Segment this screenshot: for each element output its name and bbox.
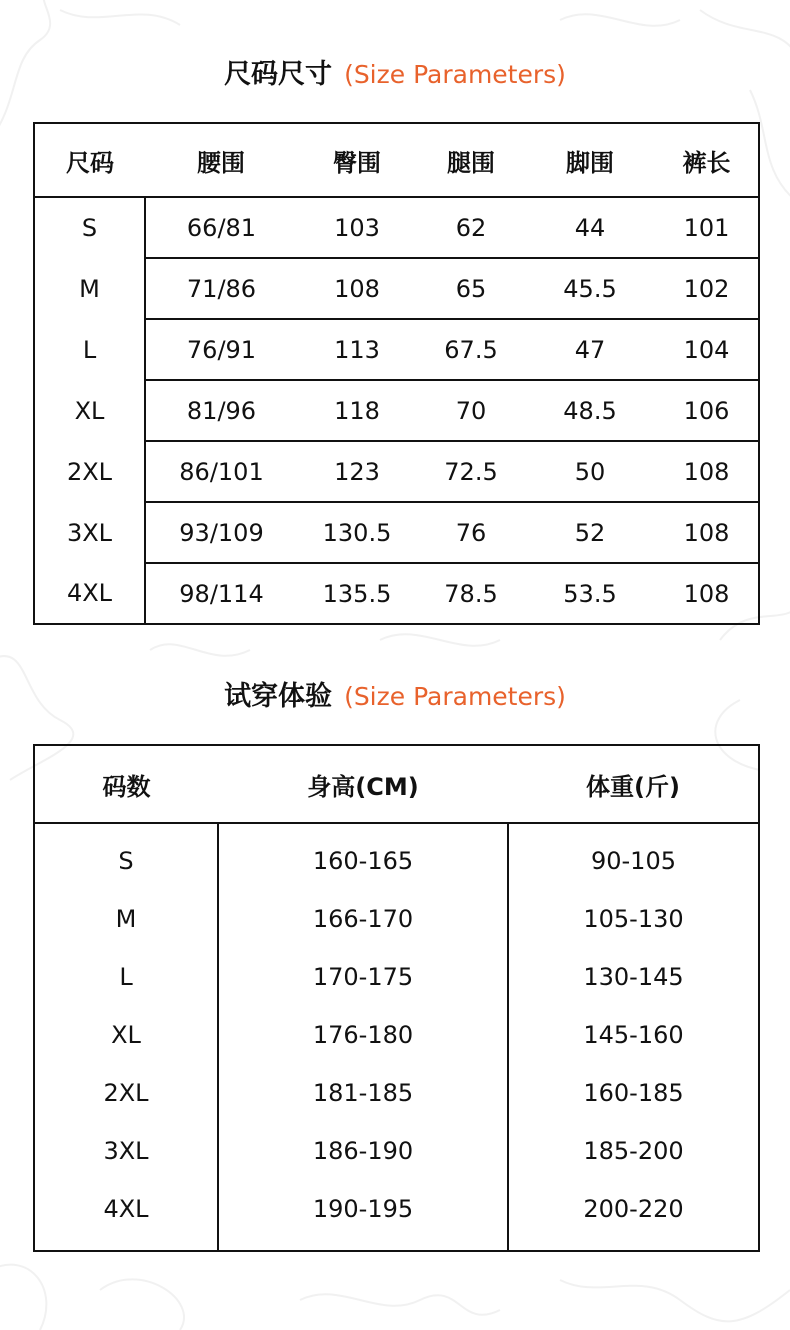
table-row: [34, 948, 759, 1006]
cell-thigh: 65: [417, 258, 525, 319]
table-row: [34, 197, 759, 258]
cell-waist: 71/86: [145, 258, 297, 319]
cell-hem: 52: [525, 502, 655, 563]
cell-hip: 123: [297, 441, 417, 502]
table-row: [34, 563, 759, 624]
cell-hem: 47: [525, 319, 655, 380]
cell-hem: 53.5: [525, 563, 655, 624]
cell-weight: 145-160: [583, 1021, 684, 1049]
cell-size: 3XL: [34, 502, 145, 563]
cell-height: 181-185: [218, 1064, 508, 1122]
size-section-title: [0, 52, 790, 91]
fit-title-en: (Size Parameters): [344, 682, 566, 711]
header-size-code: 码数: [34, 745, 218, 823]
cell-height: 186-190: [218, 1122, 508, 1180]
cell-hem: 45.5: [525, 258, 655, 319]
cell-thigh: 72.5: [417, 441, 525, 502]
cell-thigh: 78.5: [417, 563, 525, 624]
header-height: 身高(CM): [218, 745, 508, 823]
cell-hem: 50: [525, 441, 655, 502]
table-row: [34, 502, 759, 563]
header-hip: 臀围: [297, 123, 417, 197]
cell-weight: 200-220: [583, 1195, 684, 1223]
cell-size-code: 4XL: [34, 1180, 218, 1251]
table-row: [34, 441, 759, 502]
cell-length: 106: [655, 380, 759, 441]
cell-size-code: XL: [34, 1006, 218, 1064]
cell-size: 4XL: [34, 563, 145, 624]
cell-size-code: S: [34, 823, 218, 890]
cell-thigh: 62: [455, 213, 487, 242]
fit-section-title: [0, 674, 790, 713]
cell-hip: 108: [297, 258, 417, 319]
cell-size: XL: [34, 380, 145, 441]
table-header-row: [34, 745, 759, 823]
cell-waist: 66/81: [186, 213, 257, 242]
table-row: [34, 890, 759, 948]
table-row: [34, 1064, 759, 1122]
cell-thigh: 70: [417, 380, 525, 441]
cell-height: 170-175: [218, 948, 508, 1006]
cell-weight: 90-105: [590, 847, 676, 875]
fit-experience-table: [33, 744, 760, 1252]
cell-weight: 185-200: [583, 1137, 684, 1165]
cell-size-code: 2XL: [34, 1064, 218, 1122]
cell-thigh: 67.5: [417, 319, 525, 380]
cell-height: 160-165: [218, 823, 508, 890]
table-row: [34, 1006, 759, 1064]
cell-size: M: [34, 258, 145, 319]
header-weight: 体重(斤): [508, 745, 759, 823]
cell-weight: 130-145: [583, 963, 684, 991]
table-row: [34, 823, 759, 890]
cell-height: 190-195: [218, 1180, 508, 1251]
cell-waist: 93/109: [145, 502, 297, 563]
table-row: [34, 1180, 759, 1251]
size-title-en: (Size Parameters): [344, 60, 566, 89]
size-title-cn: 尺码尺寸: [224, 59, 333, 90]
table-row: [34, 1122, 759, 1180]
cell-hip: 130.5: [297, 502, 417, 563]
fit-title-cn: 试穿体验: [224, 681, 333, 712]
cell-size: S: [34, 197, 145, 258]
cell-waist: 98/114: [145, 563, 297, 624]
size-parameters-table: [33, 122, 760, 625]
cell-waist: 76/91: [145, 319, 297, 380]
cell-hip: 118: [297, 380, 417, 441]
header-length: 裤长: [655, 123, 759, 197]
cell-weight: 105-130: [583, 905, 684, 933]
header-waist: 腰围: [145, 123, 297, 197]
cell-waist: 81/96: [145, 380, 297, 441]
cell-thigh: 76: [417, 502, 525, 563]
header-hem: 脚围: [525, 123, 655, 197]
cell-length: 102: [655, 258, 759, 319]
table-row: [34, 319, 759, 380]
cell-length: 108: [655, 563, 759, 624]
header-thigh: 腿围: [417, 123, 525, 197]
cell-size: L: [34, 319, 145, 380]
cell-height: 166-170: [218, 890, 508, 948]
table-row: [34, 380, 759, 441]
cell-hem: 48.5: [525, 380, 655, 441]
table-header-row: [34, 123, 759, 197]
cell-size-code: 3XL: [34, 1122, 218, 1180]
cell-hem: 44: [574, 213, 606, 242]
cell-weight: 160-185: [583, 1079, 684, 1107]
cell-hip: 113: [297, 319, 417, 380]
cell-size-code: L: [34, 948, 218, 1006]
cell-length: 101: [683, 213, 730, 242]
cell-length: 108: [655, 502, 759, 563]
cell-length: 108: [655, 441, 759, 502]
cell-hip: 135.5: [297, 563, 417, 624]
table-row: [34, 258, 759, 319]
cell-waist: 86/101: [145, 441, 297, 502]
cell-size-code: M: [34, 890, 218, 948]
cell-hip: 103: [334, 213, 380, 242]
cell-height: 176-180: [218, 1006, 508, 1064]
header-size: 尺码: [34, 123, 145, 197]
cell-size: 2XL: [34, 441, 145, 502]
cell-length: 104: [655, 319, 759, 380]
